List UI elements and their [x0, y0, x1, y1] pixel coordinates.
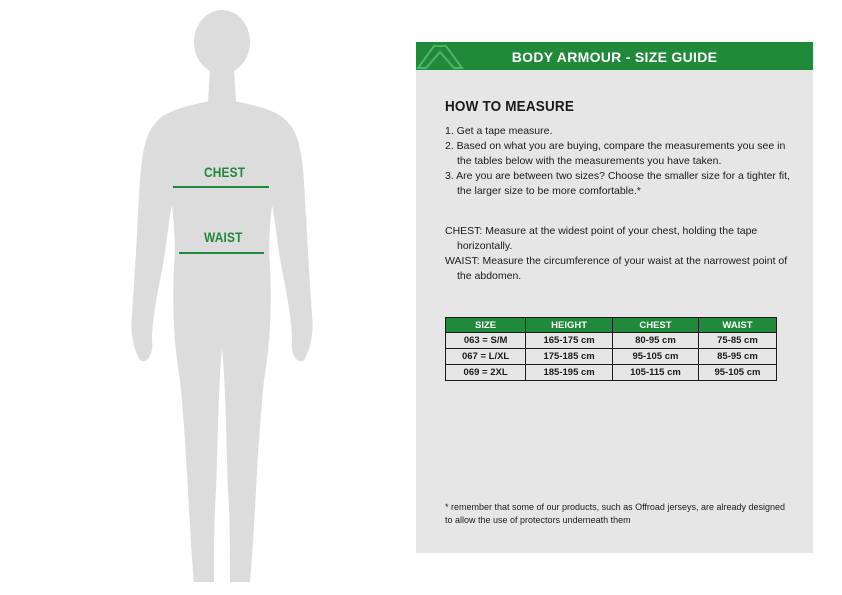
- table-row: [446, 365, 777, 381]
- waist-cell: 95-105 cm: [698, 365, 776, 381]
- column-header-chest: CHEST: [613, 318, 699, 333]
- column-header-size: SIZE: [446, 318, 526, 333]
- waist-cell: 75-85 cm: [698, 333, 776, 349]
- column-header-waist: WAIST: [698, 318, 776, 333]
- table-header-row: [446, 318, 777, 333]
- waist-label: WAIST: [204, 229, 243, 245]
- chest-definition: CHEST: Measure at the widest point of your chest, holding the tape horizontally.: [445, 225, 758, 252]
- panel-title: BODY ARMOUR - SIZE GUIDE: [511, 49, 718, 65]
- height-cell: 185-195 cm: [526, 365, 613, 381]
- height-cell: 165-175 cm: [526, 333, 613, 349]
- size-cell: 063 = S/M: [446, 333, 526, 349]
- how-to-measure-heading: HOW TO MEASURE: [445, 98, 575, 115]
- body-silhouette: [110, 10, 340, 590]
- panel-header: [416, 42, 813, 70]
- size-guide-panel: [416, 42, 813, 553]
- chest-label: CHEST: [204, 164, 246, 180]
- waist-cell: 85-95 cm: [698, 349, 776, 365]
- height-cell: 175-185 cm: [526, 349, 613, 365]
- chest-cell: 95-105 cm: [613, 349, 699, 365]
- waist-line: [179, 252, 264, 254]
- size-table: [445, 317, 777, 381]
- footnote: * remember that some of our products, such as Offroad jerseys, are already designed to allow the use of protectors underneath them: [445, 502, 786, 525]
- chest-cell: 80-95 cm: [613, 333, 699, 349]
- chest-line: [173, 186, 269, 188]
- instruction-step: 1. Get a tape measure.: [445, 125, 553, 137]
- instruction-step: 2. Based on what you are buying, compare the measurements you see in the tables below with the measurements you have taken.: [445, 140, 786, 167]
- measurement-definitions: [445, 224, 790, 284]
- instruction-list: [445, 124, 790, 199]
- table-row: [446, 333, 777, 349]
- waist-definition: WAIST: Measure the circumference of your waist at the narrowest point of the abdomen.: [445, 255, 788, 282]
- column-header-height: HEIGHT: [526, 318, 613, 333]
- size-cell: 067 = L/XL: [446, 349, 526, 365]
- instruction-step: 3. Are you are between two sizes? Choose the smaller size for a tighter fit, the larger size to be more comfortable.*: [445, 170, 790, 197]
- table-row: [446, 349, 777, 365]
- chest-cell: 105-115 cm: [613, 365, 699, 381]
- person-silhouette-icon: [110, 10, 340, 590]
- size-cell: 069 = 2XL: [446, 365, 526, 381]
